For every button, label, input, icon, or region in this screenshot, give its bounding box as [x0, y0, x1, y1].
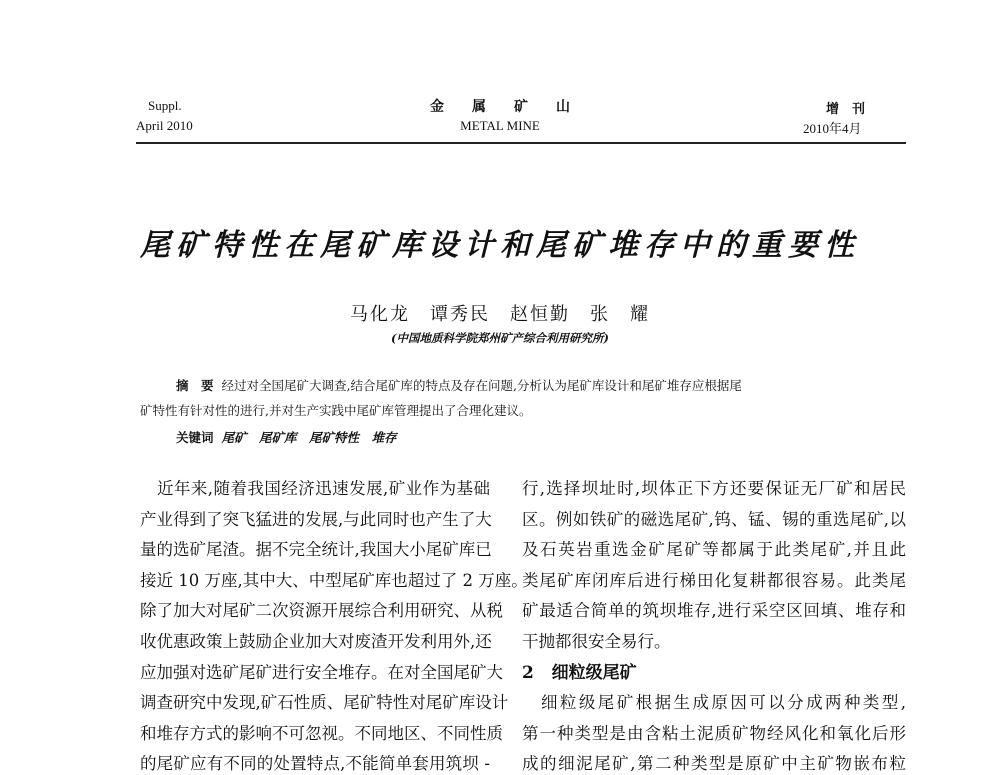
body-text-line: 类尾矿库闭库后进行梯田化复耕都很容易。此类尾 [522, 570, 906, 590]
body-text-line: 调查研究中发现,矿石性质、尾矿特性对尾矿库设计 [140, 693, 509, 713]
keywords [176, 428, 396, 446]
header-date-cn: 2010年4月 [803, 121, 862, 136]
body-text-line: 区。例如铁矿的磁选尾矿,钨、锰、锡的重选尾矿,以 [522, 509, 906, 529]
body-text-line: 接近 10 万座,其中大、中型尾矿库也超过了 2 万座。 [140, 570, 528, 590]
header-date-en: April 2010 [136, 118, 193, 133]
header-suppl: Suppl. [148, 98, 182, 113]
body-text-line: 干抛都很安全易行。 [522, 632, 671, 651]
body-text-line: 及石英岩重选金矿尾矿等都属于此类尾矿,并且此 [522, 540, 906, 560]
body-text-line: 应加强对选矿尾矿进行安全堆存。在对全国尾矿大 [140, 662, 503, 682]
section-number: 2 [522, 662, 534, 683]
body-text-line: 的尾矿应有不同的处置特点,不能简单套用筑坝 - [140, 754, 490, 774]
paper-title: 尾矿特性在尾矿库设计和尾矿堆存中的重要性 [140, 228, 860, 263]
section-title: 细粒级尾矿 [551, 662, 637, 683]
abstract-text-1: 经过对全国尾矿大调查,结合尾矿库的特点及存在问题,分析认为尾矿库设计和尾矿堆存应根据尾 [221, 378, 742, 393]
body-text-line: 和堆存方式的影响不可忽视。不同地区、不同性质 [140, 723, 503, 743]
body-text-line: 成的细泥尾矿,第二种类型是原矿中主矿物嵌布粒 [522, 754, 906, 774]
body-text-line: 收优惠政策上鼓励企业加大对废渣开发利用外,还 [140, 632, 492, 651]
body-text-line: 细粒级尾矿根据生成原因可以分成两种类型, [522, 693, 906, 713]
body-text-line: 量的选矿尾渣。据不完全统计,我国大小尾矿库已 [140, 540, 492, 560]
header-supplement-cn: 增 刊 [826, 101, 866, 116]
body-text-line: 除了加大对尾矿二次资源开展综合利用研究、从税 [140, 601, 503, 621]
affiliation: (中国地质科学院郑州矿产综合利用研究所) [391, 331, 609, 345]
keywords-list: 尾矿 尾矿库 尾矿特性 堆存 [221, 430, 397, 445]
body-text-line: 行,选择坝址时,坝体正下方还要保证无厂矿和居民 [522, 479, 906, 498]
body-text-line: 矿最适合简单的筑坝堆存,进行采空区回填、堆存和 [522, 601, 906, 621]
header-rule [136, 142, 906, 144]
abstract-label: 摘 要 [176, 378, 214, 393]
section-heading [522, 662, 906, 684]
abstract-line-1 [176, 376, 742, 394]
body-text-line: 产业得到了突飞猛进的发展,与此同时也产生了大 [140, 509, 492, 529]
keywords-label: 关键词 [176, 430, 214, 445]
abstract-text-2: 矿特性有针对性的进行,并对生产实践中尾矿库管理提出了合理化建议。 [140, 403, 532, 418]
journal-name-cn: 金 属 矿 山 [430, 100, 570, 115]
body-text-line: 近年来,随着我国经济迅速发展,矿业作为基础 [140, 479, 490, 498]
journal-name-en: METAL MINE [460, 118, 540, 133]
body-text-line: 第一种类型是由含粘土泥质矿物经风化和氧化后形 [522, 723, 906, 743]
authors: 马化龙 谭秀民 赵恒勤 张 耀 [350, 304, 650, 325]
